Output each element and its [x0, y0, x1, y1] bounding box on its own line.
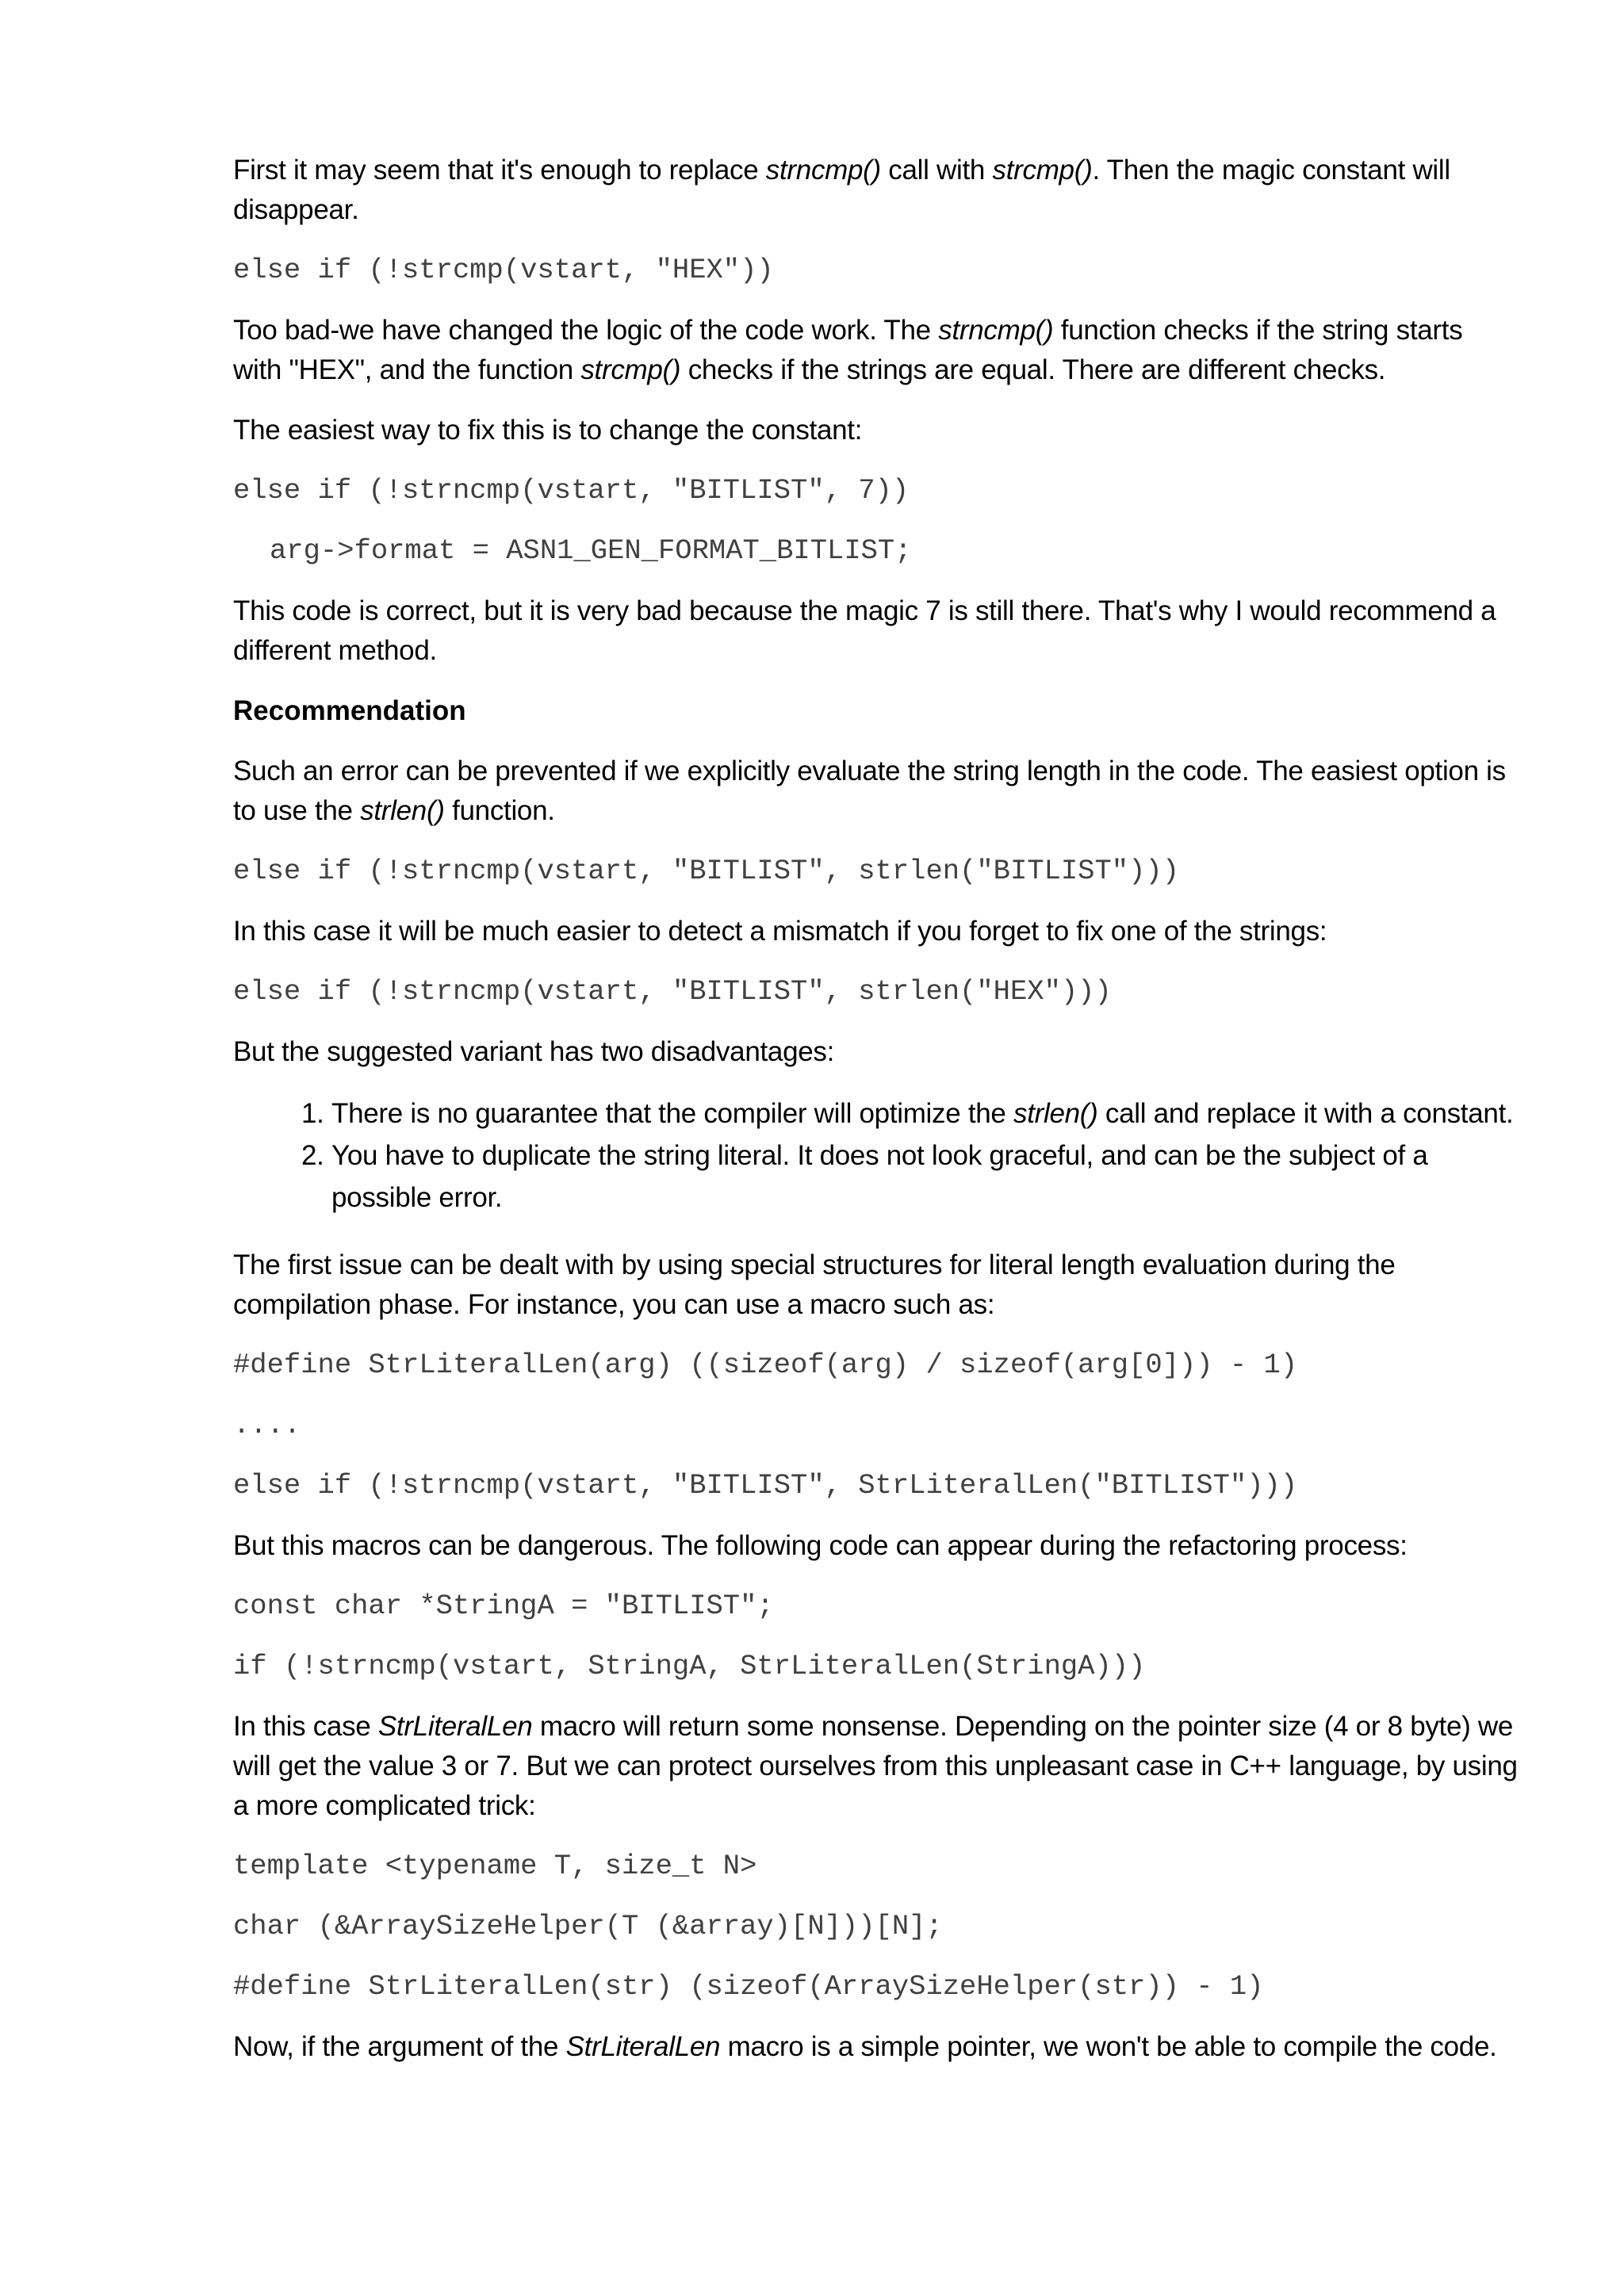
text-run: First it may seem that it's enough to replace — [233, 155, 766, 186]
code-line: arg->format = ASN1_GEN_FORMAT_BITLIST; — [270, 534, 912, 567]
paragraph-mismatch: In this case it will be much easier to detect a mismatch if you forget to fix one of the strings: — [233, 916, 1327, 947]
document-page — [233, 151, 1518, 2087]
code-line: const char *StringA = "BITLIST"; — [233, 1590, 774, 1622]
text-run: function checks if the string starts with "HEX", and the function — [233, 315, 1463, 385]
section-heading: Recommendation — [233, 695, 466, 726]
function-name: strlen() — [1013, 1098, 1098, 1129]
list-item — [331, 1093, 1518, 1135]
macro-name: StrLiteralLen — [377, 1711, 533, 1742]
code-line: if (!strncmp(vstart, StringA, StrLiteralLen(StringA))) — [233, 1650, 1146, 1682]
code-line: .... — [233, 1409, 301, 1441]
text-run: Too bad-we have changed the logic of the code work. The — [233, 315, 939, 346]
text-run: There is no guarantee that the compiler will optimize the — [331, 1098, 1013, 1129]
code-line: else if (!strncmp(vstart, "BITLIST", strlen("HEX"))) — [233, 975, 1112, 1008]
paragraph-dangerous-macro: But this macros can be dangerous. The following code can appear during the refactoring process: — [233, 1530, 1408, 1561]
text-run: checks if the strings are equal. There are different checks. — [680, 354, 1386, 385]
paragraph-nonsense — [233, 1707, 1518, 1826]
code-line: char (&ArraySizeHelper(T (&array)[N]))[N]; — [233, 1910, 943, 1942]
macro-name: StrLiteralLen — [565, 2031, 721, 2062]
text-run: call with — [880, 155, 993, 186]
text-run: function. — [444, 795, 555, 826]
text-run: Now, if the argument of the — [233, 2031, 566, 2062]
code-line: else if (!strncmp(vstart, "BITLIST", 7)) — [233, 474, 910, 507]
disadvantages-list — [233, 1093, 1518, 1219]
paragraph-conclusion — [233, 2027, 1518, 2067]
code-line: else if (!strncmp(vstart, "BITLIST", strlen("BITLIST"))) — [233, 855, 1179, 887]
function-name: strcmp() — [580, 354, 681, 385]
paragraph-first-issue: The first issue can be dealt with by using special structures for literal length evaluation during the compilation phase. For instance, you can use a macro such as: — [233, 1249, 1396, 1320]
text-run: In this case — [233, 1711, 378, 1742]
paragraph-recommendation — [233, 752, 1518, 831]
paragraph-disadvantages: But the suggested variant has two disadvantages: — [233, 1036, 835, 1067]
function-name: strncmp() — [938, 315, 1054, 346]
code-line: else if (!strcmp(vstart, "HEX")) — [233, 254, 774, 286]
paragraph-logic-change — [233, 311, 1518, 390]
function-name: strcmp() — [992, 155, 1093, 186]
text-run: macro will return some nonsense. Depending on the pointer size (4 or 8 byte) we will get the value 3 or 7. But we can protect ourselves from this unpleasant case in C++ language, by using a more complicated trick: — [233, 1711, 1518, 1821]
list-item: 2. You have to duplicate the string literal. It does not look graceful, and can be the subject of a possible error. — [331, 1135, 1518, 1219]
code-line: else if (!strncmp(vstart, "BITLIST", StrLiteralLen("BITLIST"))) — [233, 1469, 1298, 1502]
text-run: . Then the magic constant will disappear. — [233, 155, 1450, 225]
paragraph-intro — [233, 151, 1518, 230]
function-name: strlen() — [360, 795, 445, 826]
code-line: #define StrLiteralLen(arg) ((sizeof(arg) / sizeof(arg[0])) - 1) — [233, 1349, 1298, 1381]
paragraph-magic-7: This code is correct, but it is very bad because the magic 7 is still there. That's why I would recommend a different method. — [233, 595, 1496, 666]
paragraph-easiest-fix: The easiest way to fix this is to change the constant: — [233, 415, 863, 446]
code-line: template <typename T, size_t N> — [233, 1850, 757, 1882]
text-run: call and replace it with a constant. — [1097, 1098, 1514, 1129]
text-run: macro is a simple pointer, we won't be able to compile the code. — [720, 2031, 1497, 2062]
text-run: Such an error can be prevented if we explicitly evaluate the string length in the code. The easiest option is to use the — [233, 756, 1506, 826]
function-name: strncmp() — [765, 155, 881, 186]
code-line: #define StrLiteralLen(str) (sizeof(ArraySizeHelper(str)) - 1) — [233, 1970, 1264, 2003]
